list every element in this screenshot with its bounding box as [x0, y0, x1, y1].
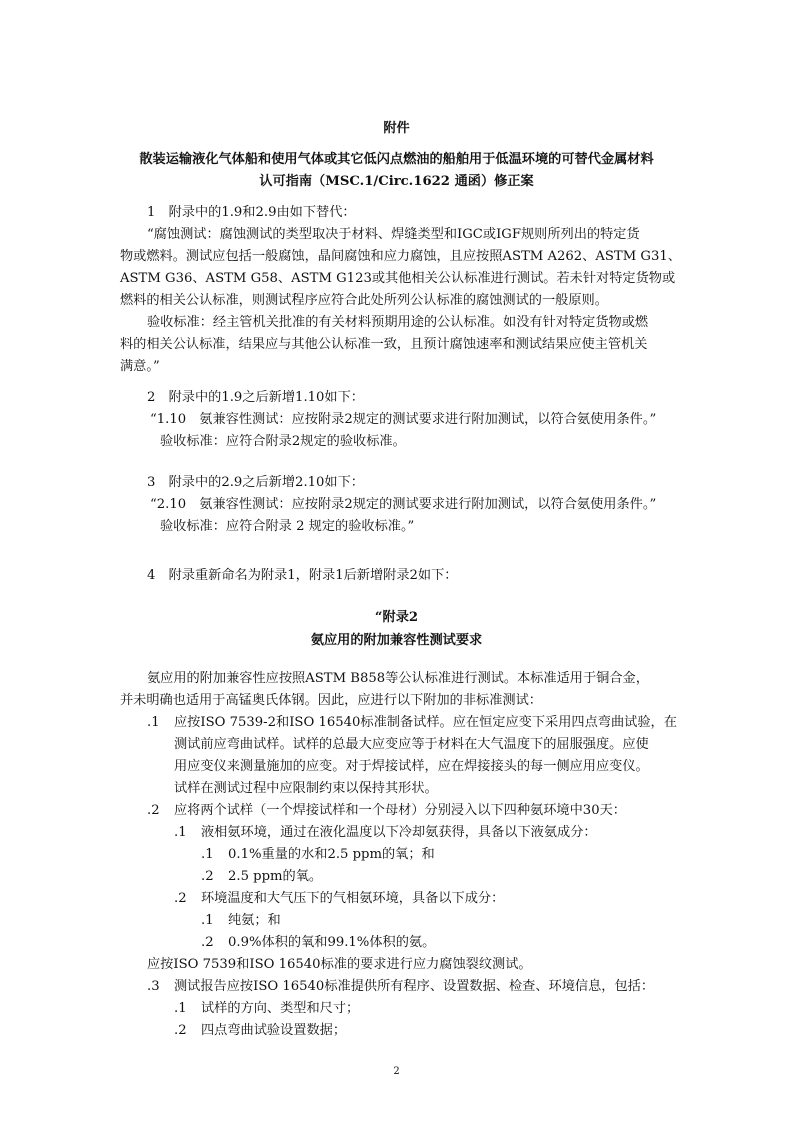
page-number: 2 [393, 1066, 400, 1077]
paragraph-line: 验收标准：应符合附录 2 规定的验收标准。” [160, 519, 415, 534]
paragraph-line: 0.1%重量的水和2.5 ppm的氧；和 [228, 847, 435, 862]
item-1-intro: 1 附录中的1.9和2.9由如下替代： [147, 205, 356, 220]
section-number: .1 [147, 715, 160, 730]
paragraph-line: 液相氨环境，通过在液化温度以下冷却氨获得，具备以下液氨成分： [201, 825, 597, 840]
paragraph-line: 试样在测试过程中应限制约束以保持其形状。 [174, 781, 438, 796]
item-3-intro: 3 附录中的2.9之后新增2.10如下： [147, 475, 364, 490]
paragraph-line: 0.9%体积的氧和99.1%体积的氨。 [228, 935, 436, 950]
subsection-number: .1 [174, 1001, 187, 1016]
appendix-subtitle: 氨应用的附加兼容性测试要求 [310, 633, 483, 648]
paragraph-line: 环境温度和大气压下的气相氨环境，具备以下成分： [201, 891, 505, 906]
paragraph-line: “腐蚀测试：腐蚀测试的类型取决于材料、焊缝类型和IGC或IGF规则所列出的特定货 [147, 227, 640, 242]
paragraph-line: 燃料的相关公认标准，则测试程序应符合此处所列公认标准的腐蚀测试的一般原则。 [120, 293, 608, 308]
subsection-number: .1 [174, 825, 187, 840]
paragraph-line: 验收标准：应符合附录2规定的验收标准。 [160, 434, 406, 449]
subitem-number: .1 [201, 847, 214, 862]
section-number: .3 [147, 979, 160, 994]
subitem-number: .2 [201, 869, 214, 884]
paragraph-line: 用应变仪来测量施加的应变。对于焊接试样，应在焊接接头的每一侧应用应变仪。 [174, 759, 649, 774]
section-number: .2 [147, 803, 160, 818]
document-title-line-1: 散装运输液化气体船和使用气体或其它低闪点燃油的船舶用于低温环境的可替代金属材料 [139, 152, 654, 167]
paragraph-line: 应按ISO 7539和ISO 16540标准的要求进行应力腐蚀裂纹测试。 [147, 957, 532, 972]
paragraph-line: 测试报告应按ISO 16540标准提供所有程序、设置数据、检查、环境信息，包括： [174, 979, 655, 994]
subsection-number: .2 [174, 891, 187, 906]
paragraph-line: 纯氨；和 [228, 913, 281, 928]
document-title-line-2: 认可指南（MSC.1/Circ.1622 通函）修正案 [259, 174, 534, 189]
paragraph-line: 2.5 ppm的氧。 [228, 869, 323, 884]
paragraph-line: 试样的方向、类型和尺寸； [201, 1001, 360, 1016]
heading: 附件 [383, 121, 410, 136]
paragraph-line: 氨应用的附加兼容性应按照ASTM B858等公认标准进行测试。本标准适用于铜合金， [147, 671, 649, 686]
paragraph-line: ASTM G36、ASTM G58、ASTM G123或其他相关公认标准进行测试。若未针对特定货物或 [120, 271, 676, 286]
paragraph-line: 料的相关公认标准，结果应与其他公认标准一致，且预计腐蚀速率和测试结果应使主管机关 [120, 337, 648, 352]
item-2-intro: 2 附录中的1.9之后新增1.10如下： [147, 390, 364, 405]
paragraph-line: 满意。” [120, 359, 160, 374]
paragraph-line: “2.10 氨兼容性测试：应按附录2规定的测试要求进行附加测试，以符合氨使用条件。” [150, 497, 657, 512]
subitem-number: .2 [201, 935, 214, 950]
appendix-title: “附录2 [374, 610, 419, 625]
subsection-number: .2 [174, 1023, 187, 1038]
paragraph-line: 应按ISO 7539-2和ISO 16540标准制备试样。应在恒定应变下采用四点弯曲试验，在 [174, 715, 677, 730]
paragraph-line: 应将两个试样（一个焊接试样和一个母材）分别浸入以下四种氨环境中30天： [174, 803, 626, 818]
paragraph-line: 并未明确也适用于高锰奥氏体钢。因此，应进行以下附加的非标准测试： [120, 693, 542, 708]
paragraph-line: 测试前应弯曲试样。试样的总最大应变应等于材料在大气温度下的屈服强度。应使 [174, 737, 649, 752]
paragraph-line: 验收标准：经主管机关批准的有关材料预期用途的公认标准。如没有针对特定货物或燃 [147, 315, 649, 330]
item-4-intro: 4 附录重新命名为附录1，附录1后新增附录2如下： [147, 568, 458, 583]
subitem-number: .1 [201, 913, 214, 928]
paragraph-line: “1.10 氨兼容性测试：应按附录2规定的测试要求进行附加测试，以符合氨使用条件。” [150, 412, 657, 427]
paragraph-line: 物或燃料。测试应包括一般腐蚀，晶间腐蚀和应力腐蚀，且应按照ASTM A262、ASTM G31、 [120, 249, 681, 264]
paragraph-line: 四点弯曲试验设置数据； [201, 1023, 347, 1038]
